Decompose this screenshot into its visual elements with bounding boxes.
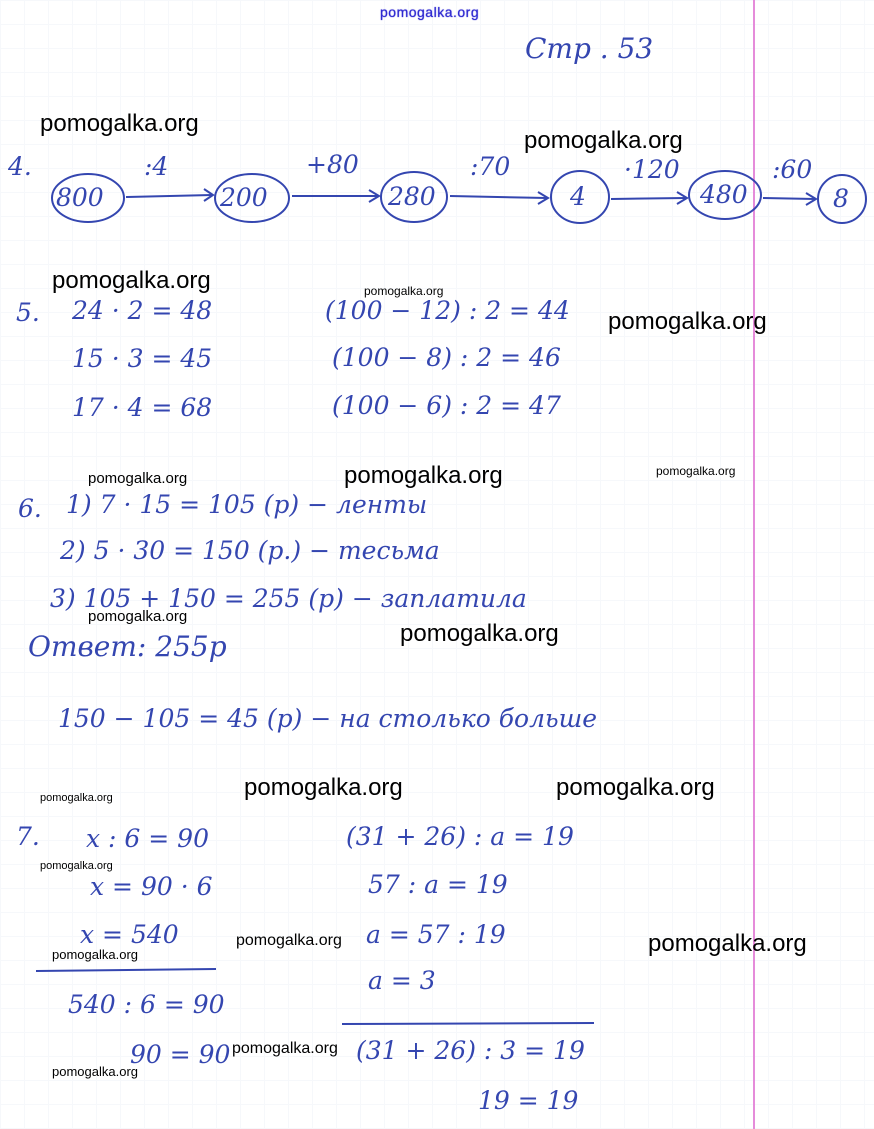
watermark: pomogalka.org [608,308,767,335]
task7-left-separator [36,969,216,971]
task5-number: 5. [16,298,40,327]
page-label: Стр . 53 [525,32,654,65]
chain-op-3: :70 [470,152,511,181]
task4-number: 4. [8,152,32,181]
task6-line-3: 3) 105 + 150 = 255 (р) − заплатила [50,584,527,613]
task7-left-check-1: 540 : 6 = 90 [68,990,225,1019]
watermark: pomogalka.org [364,284,444,298]
task6-line-2: 2) 5 · 30 = 150 (р.) − тесьма [60,536,440,565]
watermark: pomogalka.org [556,774,715,801]
watermark: pomogalka.org [52,1064,138,1079]
chain-value-3: 280 [388,182,436,211]
watermark: pomogalka.org [232,1040,338,1057]
chain-op-5: :60 [772,155,813,184]
task7-right-check-1: (31 + 26) : 3 = 19 [356,1036,585,1065]
task7-left-3: x = 540 [80,920,179,949]
top-watermark: pomogalka.org [380,4,480,20]
task7-right-4: a = 3 [368,966,436,995]
task5-left-1: 24 · 2 = 48 [72,296,213,325]
task7-left-2: x = 90 · 6 [90,872,213,901]
chain-op-1: :4 [144,152,169,181]
task6-answer: Ответ: 255р [28,630,227,663]
task7-right-3: a = 57 : 19 [366,920,506,949]
task5-left-3: 17 · 4 = 68 [72,393,213,422]
watermark: pomogalka.org [344,462,503,489]
watermark: pomogalka.org [88,608,188,625]
task7-number: 7. [16,822,40,851]
watermark: pomogalka.org [236,932,342,949]
task7-left-1: x : 6 = 90 [86,824,209,853]
task7-right-check-2: 19 = 19 [478,1086,579,1115]
task5-right-2: (100 − 8) : 2 = 46 [332,343,561,372]
task7-right-2: 57 : a = 19 [368,870,508,899]
chain-value-4: 4 [570,182,586,211]
chain-op-4: ·120 [624,155,680,184]
task7-right-1: (31 + 26) : a = 19 [346,822,574,851]
task7-left-check-2: 90 = 90 [130,1040,231,1069]
chain-value-5: 480 [700,180,748,209]
task5-left-2: 15 · 3 = 45 [72,344,213,373]
watermark: pomogalka.org [40,110,199,137]
chain-op-2: +80 [306,150,359,179]
chain-value-6: 8 [833,184,849,213]
watermark: pomogalka.org [656,464,736,478]
task6-extra: 150 − 105 = 45 (р) − на столько больше [58,704,598,733]
watermark: pomogalka.org [244,774,403,801]
task7-right-separator [342,1023,594,1024]
watermark: pomogalka.org [400,620,559,647]
task6-number: 6. [18,494,42,523]
watermark: pomogalka.org [52,947,138,962]
task5-right-3: (100 − 6) : 2 = 47 [332,391,561,420]
watermark: pomogalka.org [40,792,113,804]
task6-line-1: 1) 7 · 15 = 105 (р) − ленты [66,490,428,519]
watermark: pomogalka.org [40,860,113,872]
watermark: pomogalka.org [52,267,211,294]
watermark: pomogalka.org [648,930,807,957]
watermark: pomogalka.org [88,470,188,487]
chain-value-1: 800 [56,183,104,212]
chain-value-2: 200 [220,183,268,212]
watermark: pomogalka.org [524,127,683,154]
task5-right-1: (100 − 12) : 2 = 44 [325,296,570,325]
